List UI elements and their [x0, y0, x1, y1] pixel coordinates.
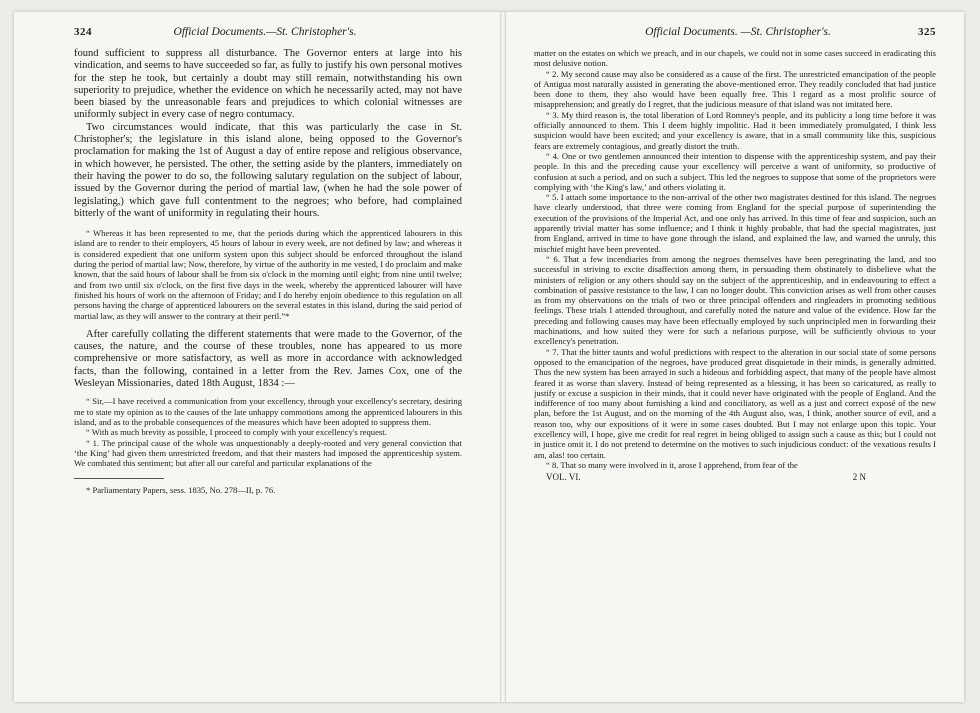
- footnote: * Parliamentary Papers, sess. 1835, No. 278—II, p. 76.: [86, 485, 276, 496]
- left-running-head: [74, 26, 462, 38]
- letter-cause-6: “ 6. That a few incendiaries from among the negroes themselves have been peregrinating the land, and too successful in striving to excite disaffection among them, in persuading them obstinately to disbelieve what the ministers of religion or any others should say on the subject of the apprenticeship, and in endeavouring to effect a combination of passive resistance to the law, I can no longer doubt. This conviction arises as well from other causes as from my observations on the trials of two or three principal offenders and ringleaders in promoting seditious feelings. These trials I attended throughout, and carefully noted the nature and value of the evidence. How far the preceding and following causes may have been effectually employed by such unprincipled men in forwarding their machinations, and how suited they were for such a nefarious purpose, will be sufficiently obvious to your excellency's penetration.: [534, 253, 936, 347]
- letter-cause-5: “ 5. I attach some importance to the non-arrival of the other two magistrates destined for this island. The negroes have clearly understood, that three were coming from England for the special purpose of superintending the execution of the provisions of the Imperial Act, and one only has arrived. In this time of fear and suspicion, such an apparently trivial matter has some influence; and I think it highly probable, that had the special magistrates, just from England, arrived in time to have gone through the island, and explained the law, and warned the unruly, this mischief might have been prevented.: [534, 192, 936, 254]
- proclamation-quote: “ Whereas it has been represented to me, that the periods during which the apprenticed labourers in this island are to render to their employers, 45 hours of labour in every week, are not defined by law; and whereas it is considered expedient that one uniform system upon this subject should be enforced throughout the island during the period of martial law; Now, therefore, by virtue of the authority in me vested, I do proclaim and make known, that the said hours of labour shall be from six o'clock in the morning until eight; from nine until twelve; and from two until six o'clock, on the first five days in the week, whereby the apprenticed labourer will have finished his hours of work on the afternoon of Friday; and I do hereby enjoin obedience to this regulation on all persons having the charge of apprenticed labourers on the several estates in this island, during the said period of martial law, as they will answer to the contrary at their peril.”*: [74, 228, 462, 321]
- page-gutter: [500, 12, 506, 702]
- left-running-title: Official Documents.—St. Christopher's.: [173, 26, 357, 38]
- volume-mark: VOL. VI.: [546, 472, 581, 483]
- left-paragraph-1: found sufficient to suppress all disturbance. The Governor enters at large into his vindication, and seems to have succeeded so far, as fully to justify his own personal motives for the step he took, but certainly a doubt may still remain, notwithstanding his own superiority to prejudice, whether the evidence on which he necessarily acted, may not have been biased by the unreasonable fears and prejudices to which colonial witnesses are uniformly subject in every case of negro contumacy.: [74, 48, 462, 121]
- left-page-number: 324: [74, 26, 92, 38]
- book-spread: [14, 12, 964, 702]
- letter-brevity: “ With as much brevity as possible, I proceed to comply with your excellency's request.: [86, 427, 387, 438]
- left-paragraph-3: After carefully collating the different statements that were made to the Governor, of the causes, the nature, and the course of these troubles, none has appeared to us more comprehensive or more satisfactory, as well as more in accordance with acknowledged facts, than the following, contained in a letter from the Rev. James Cox, one of the Wesleyan Missionaries, dated 18th August, 1834 :—: [74, 328, 462, 390]
- letter-cause-1: “ 1. The principal cause of the whole was unquestionably a deeply-rooted and very general conviction that ‘the King’ had given them unrestricted freedom, and that their masters had imposed the apprenticeship system. We combated this sentiment; but after all our careful and particular explanations of the: [74, 437, 462, 469]
- signature-line: [534, 472, 936, 482]
- right-running-title: Official Documents. —St. Christopher's.: [645, 26, 831, 38]
- sheet-signature: 2 N: [852, 472, 866, 483]
- left-paragraph-2: Two circumstances would indicate, that this was particularly the case in St. Christopher's; the legislature in this island alone, being opposed to the Governor's proclamation for making the 1st of August a day of entire repose and religious observance, in which however, he persisted. The other, the setting aside by the planters, immediately on their having the power to do so, the following salutary regulation on the subject of labour, issued by the Governor during the period of martial law, (when he had the sole power of legislating,) which gave full contentment to the negroes; who before, had complained bitterly of the want of uniformity in regulating their hours.: [74, 121, 462, 219]
- right-running-head: [534, 26, 936, 38]
- right-page: [534, 26, 936, 686]
- letter-cause-2: “ 2. My second cause may also be considered as a cause of the first. The unrestricted emancipation of the people of Antigua most naturally assisted in generating the above-mentioned error. They readily concluded that had justice been done to them, they also would have been equally free. This I regard as a most prolific source of misapprehension; and greatly do I regret, that the judicious measure of that island was not imitated here.: [534, 68, 936, 110]
- letter-salutation: “ Sir,—I have received a communication from your excellency, through your excellency's secretary, desiring me to state my opinion as to the causes of the late unhappy commotions among the apprenticed labourers in this island, and as to the probable consequences of the measures which have been adopted to suppress them.: [74, 396, 462, 427]
- left-page: [74, 26, 462, 686]
- right-page-number: 325: [917, 26, 936, 38]
- footnote-rule: [74, 478, 164, 479]
- letter-cause-7: “ 7. That the bitter taunts and woful predictions with respect to the alteration in our social state of some persons opposed to the emancipation of the negroes, have produced great disquietude in their minds, is generally admitted. Thus the new system has been arrayed in such a hideous and forbidding aspect, that many of the people have almost feared it as worse than slavery. Instead of being represented as a blessing, it has been so caricatured, as really to justify or excuse a suspicion in their minds, that it could never have originated with the people of England. And the indifference of too many about furnishing a kind and conciliatory, as well as a just and correct exposé of the new plan, before the 1st August, and on the morning of the 4th August also, was, I think, another source of evil, and a reason too, why our expositions of it were in some cases doubted. But I may not enlarge upon this topic. Your excellency will, I hope, give me credit for real regret in being obliged to assign such a cause as this; but I could not in justice omit it. I do not pretend to determine on the motives to such injudicious conduct: of the vexatious results I am, alas! too certain.: [534, 346, 936, 460]
- letter-cause-4: “ 4. One or two gentlemen announced their intention to dispense with the apprenticeship system, and pay their people. In this and the preceding cause your excellency will perceive a want of uniformity, so productive of confusion at such a period, and on such a subject. This led the negroes to suppose that some of the proprietors were complying with ‘the King's law,’ and others violating it.: [534, 150, 936, 192]
- letter-cause-8: “ 8. That so many were involved in it, arose I apprehend, from fear of the: [546, 459, 798, 470]
- letter-cause-3: “ 3. My third reason is, the total liberation of Lord Romney's people, and its publicity a long time before it was officially announced to them. This I deem highly impolitic. Had it been immediately promulgated, I think less suspicion would have been excited; and your excellency is aware, that in a small community like this, suspicious fears are extremely contagious, and greatly distort the truth.: [534, 109, 936, 151]
- right-paragraph-1: matter on the estates on which we preach, and in our chapels, we could not in some cases succeed in eradicating this most delusive notion.: [534, 48, 936, 69]
